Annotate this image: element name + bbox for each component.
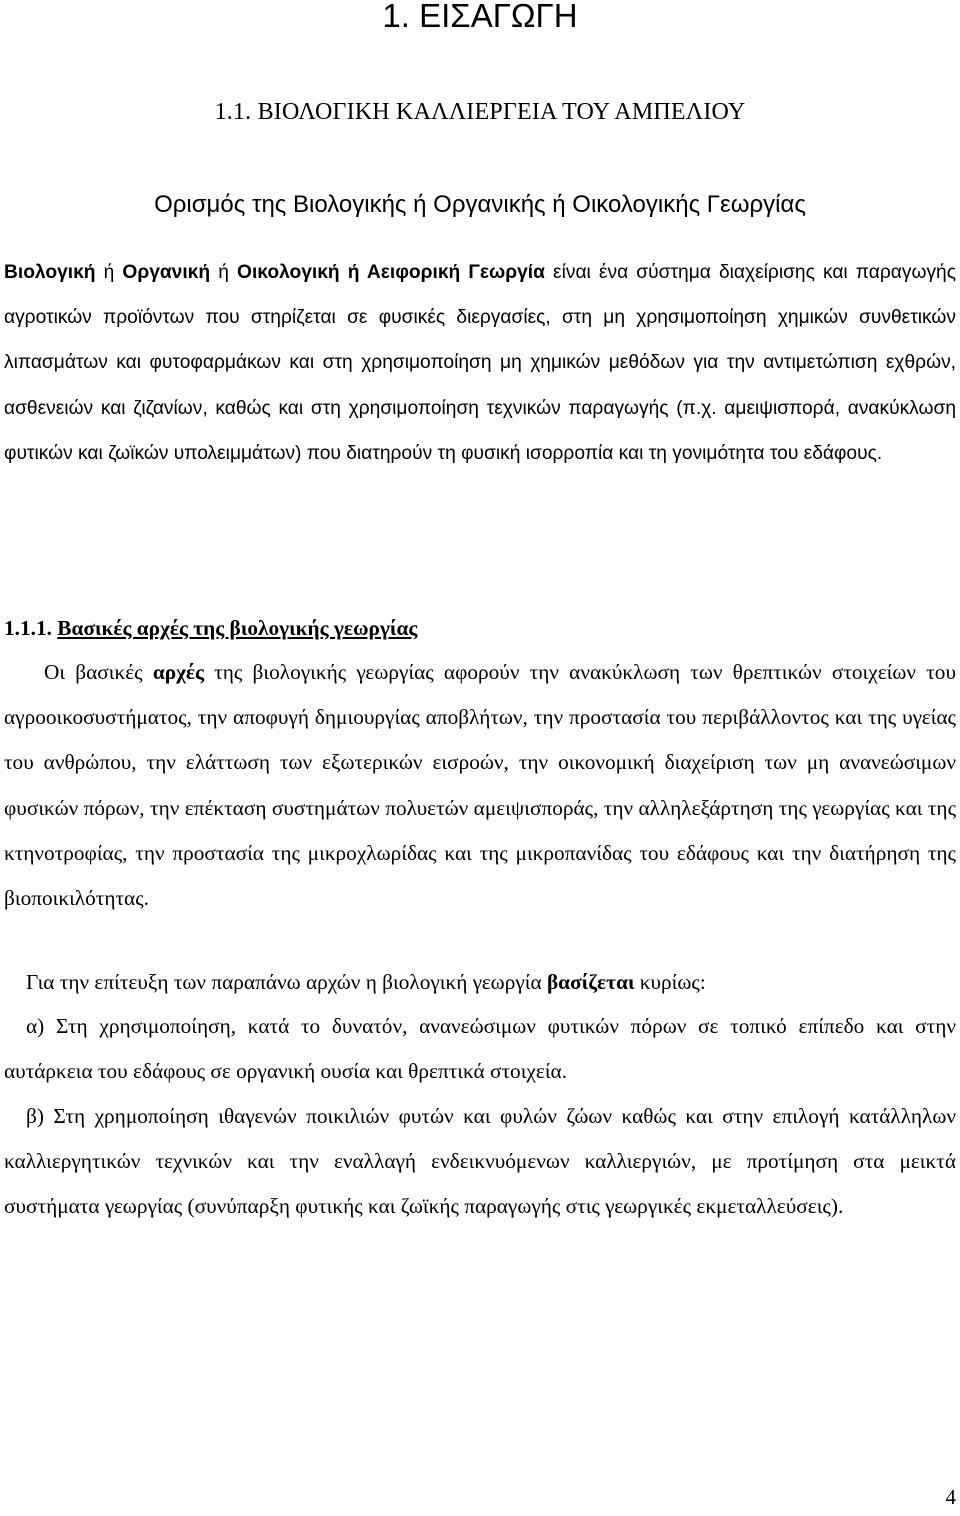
subsection-heading: [4, 608, 417, 648]
based-text-before: Για την επίτευξη των παραπάνω αρχών η βιολογική γεωργία: [26, 970, 547, 994]
principles-paragraph: [4, 650, 956, 921]
definition-text: είναι ένα σύστημα διαχείρισης και παραγωγής αγροτικών προϊόντων που στηρίζεται σε φυσικές διεργασίες, στη μη χρησιμοποίηση χημικών συνθετικών λιπασμάτων και φυτοφαρμάκων και στη χρησιμοποίηση μη χημικών μεθόδων για την αντιμετώπιση εχθρών, ασθενειών και ζιζανίων, καθώς και στη χρησιμοποίηση τεχνικών παραγωγής (π.χ. αμειψισπορά, ανακύκλωση φυτικών και ζωϊκών υπολειμμάτων) που διατηρούν τη φυσική ισορροπία και τη γονιμότητα του εδάφους.: [4, 262, 956, 464]
principles-text-after: της βιολογικής γεωργίας αφορούν την ανακύκλωση των θρεπτικών στοιχείων του αγροοικοσυστήματος, την αποφυγή δημιουργίας αποβλήτων, την προστασία του περιβάλλοντος και της υγείας του ανθρώπου, την ελάττωση των εξωτερικών εισροών, την οικονομική διαχείριση των μη ανανεώσιμων φυσικών πόρων, την επέκταση συστημάτων πολυετών αμειψισποράς, την αλληλεξάρτηση της γεωργίας και της κτηνοτροφίας, την προστασία της μικροχλωρίδας και της μικροπανίδας του εδάφους και την διατήρηση της βιοποικιλότητας.: [4, 660, 956, 911]
term-biological: Βιολογική: [4, 262, 96, 283]
definition-heading: Ορισμός της Βιολογικής ή Οργανικής ή Οικολογικής Γεωργίας: [154, 191, 806, 218]
based-paragraph: [4, 960, 956, 1005]
term-separator: ή: [95, 262, 123, 283]
subsection-title: Βασικές αρχές της βιολογικής γεωργίας: [57, 616, 418, 640]
based-bold: βασίζεται: [546, 970, 635, 994]
term-ecological: Οικολογική ή Αειφορική Γεωργία: [237, 262, 545, 283]
principles-text-before: Οι βασικές: [44, 660, 153, 684]
list-item-b: β) Στη χρημοποίηση ιθαγενών ποικιλιών φυτών και φυλών ζώων καθώς και στην επιλογή κατάλληλων καλλιεργητικών τεχνικών και την εναλλαγή ενδεικνυόμενων καλλιεργιών, με προτίμηση στα μεικτά συστήματα γεωργίας (συνύπαρξη φυτικής και ζωϊκής παραγωγής στις γεωργικές εκμεταλλεύσεις).: [4, 1104, 956, 1219]
subsection-number: 1.1.1.: [4, 616, 52, 640]
term-separator: ή: [210, 262, 238, 283]
list-item-a: α) Στη χρησιμοποίηση, κατά το δυνατόν, ανανεώσιμων φυτικών πόρων σε τοπικό επίπεδο και στην αυτάρκεια του εδάφους σε οργανική ουσία και θρεπτικά στοιχεία.: [4, 1014, 956, 1084]
based-text-after: κυρίως:: [634, 970, 706, 994]
page-number: 4: [945, 1485, 956, 1509]
section-heading: 1.1. ΒΙΟΛΟΓΙΚΗ ΚΑΛΛΙΕΡΓΕΙΑ ΤΟΥ ΑΜΠΕΛΙΟΥ: [214, 99, 746, 125]
definition-paragraph: [4, 250, 956, 476]
chapter-heading: 1. ΕΙΣΑΓΩΓΗ: [382, 0, 578, 34]
term-organic: Οργανική: [122, 262, 211, 283]
principles-bold: αρχές: [152, 660, 205, 684]
